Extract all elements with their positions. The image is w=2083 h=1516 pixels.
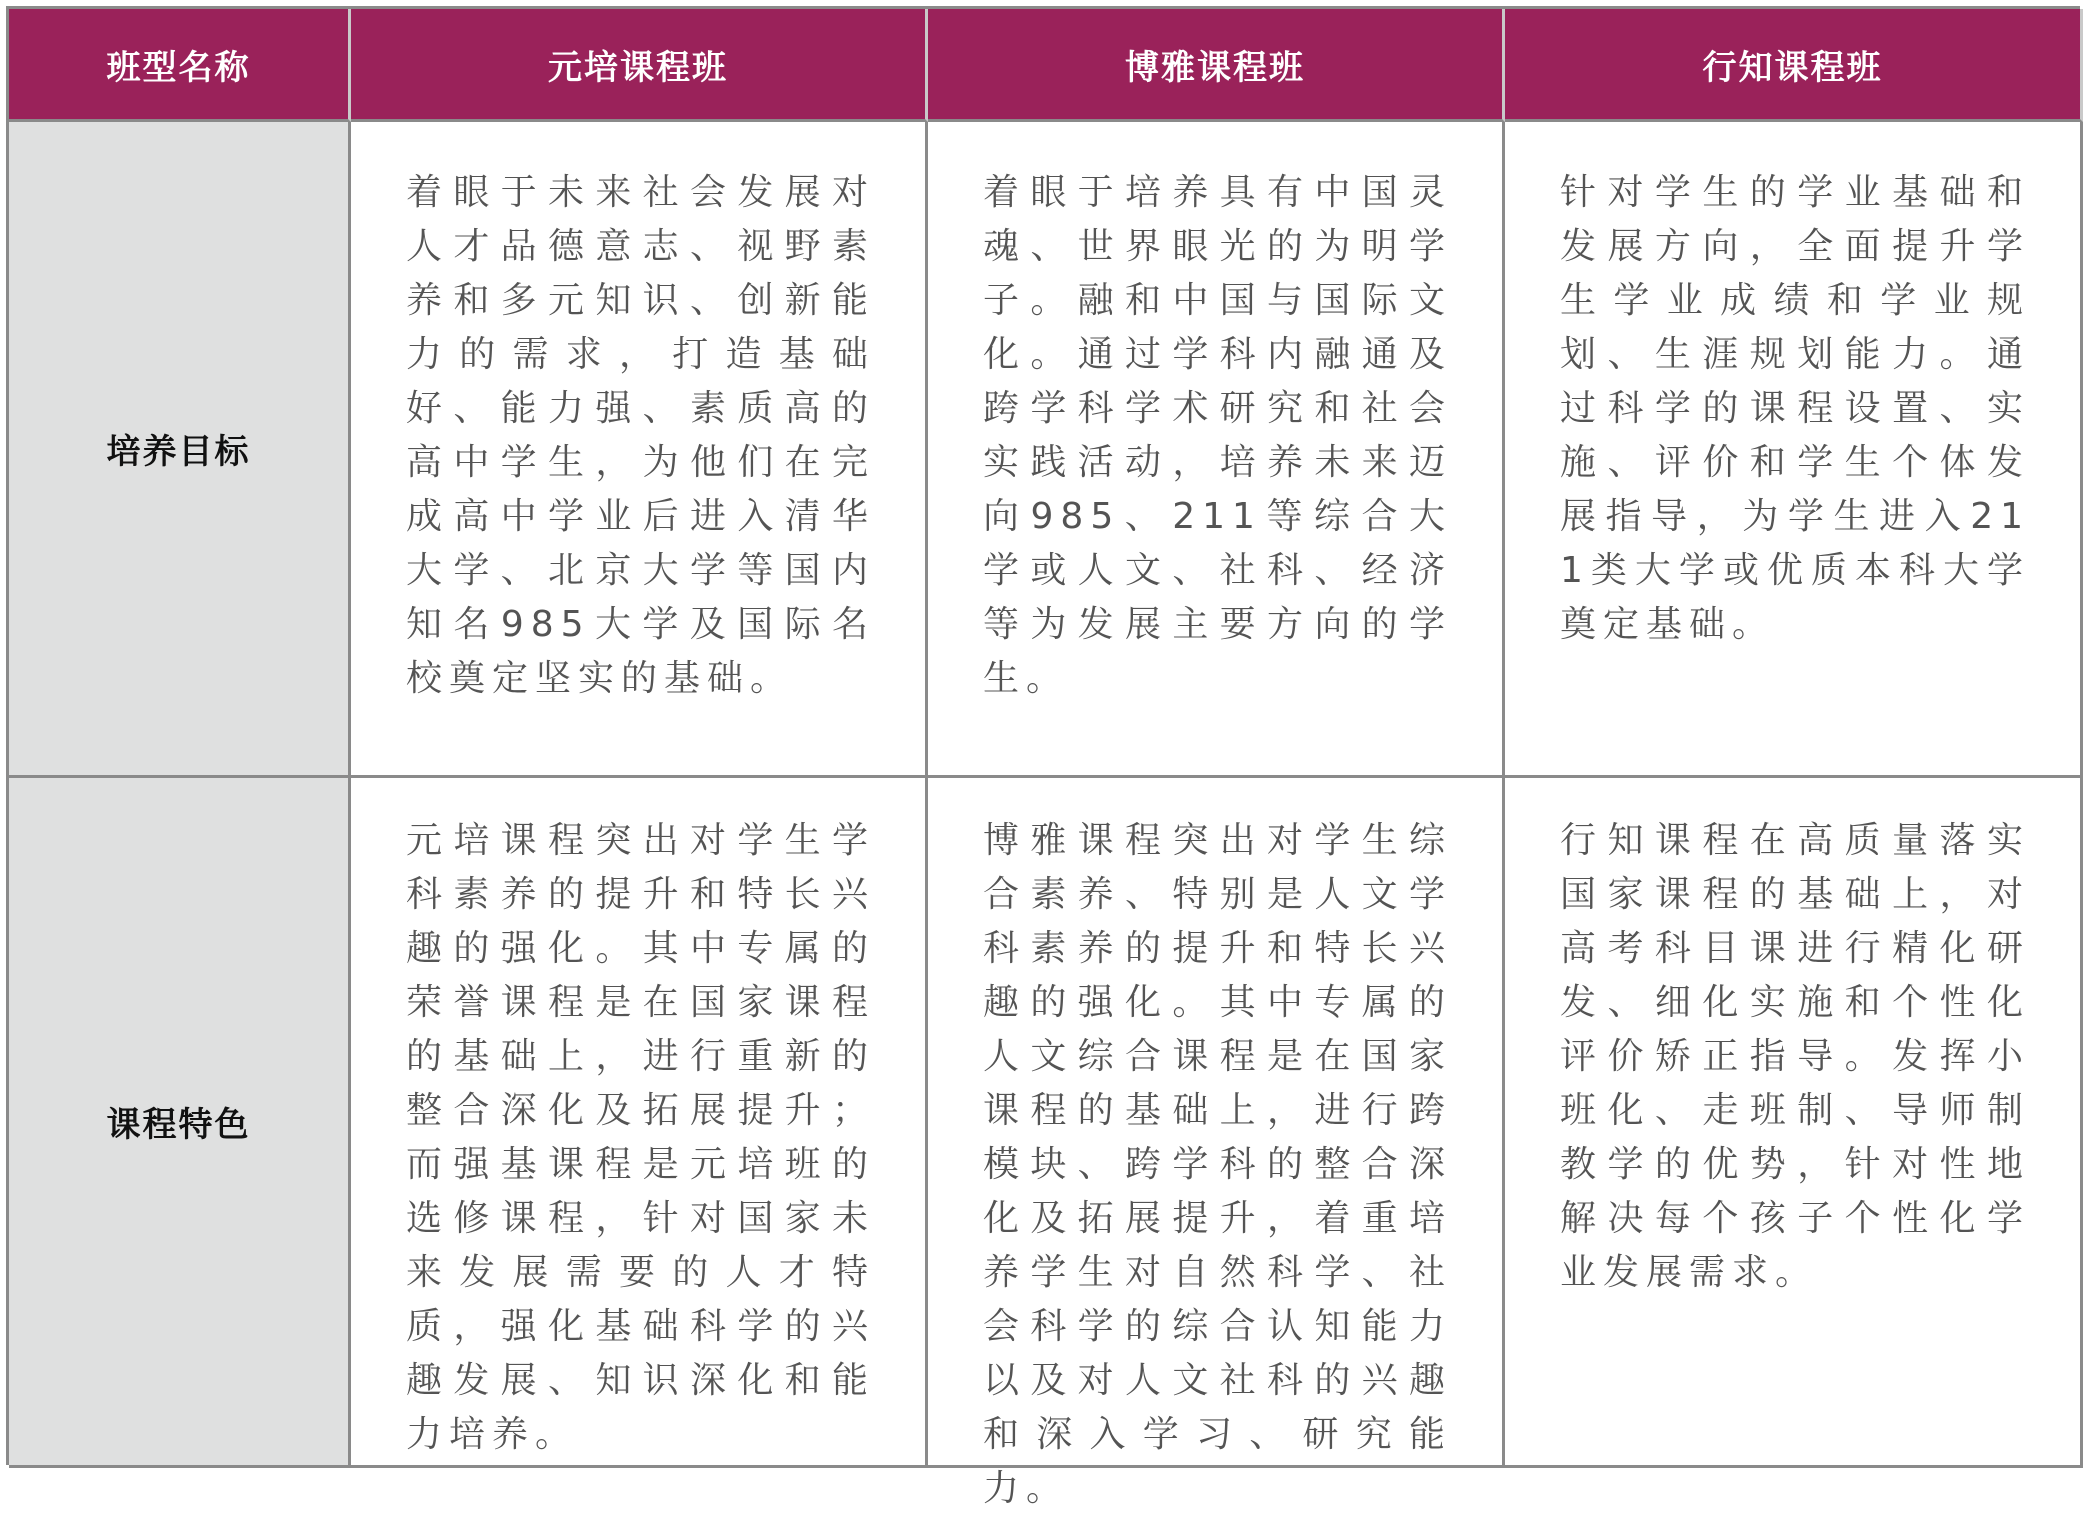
row-label-training-goals: 培养目标 [9, 122, 351, 778]
table-cell [1505, 778, 2083, 1468]
cell-text-yuanpei-goals: 着眼于未来社会发展对人才品德意志、视野素养和多元知识、创新能力的需求，打造基础好、能力强、素质高的高中学生，为他们在完成高中学业后进入清华大学、北京大学等国内知名985大学及国际名校奠定坚实的基础。 [406, 172, 875, 699]
cell-text-boya-features: 博雅课程突出对学生综合素养、特别是人文学科素养的提升和特长兴趣的强化。其中专属的人文综合课程是在国家课程的基础上，进行跨模块、跨学科的整合深化及拓展提升，着重培养学生对自然科学、社会科学的综合认知能力以及对人文社科的兴趣和深入学习、研究能力。 [983, 820, 1452, 1509]
header-boya-class: 博雅课程班 [928, 9, 1505, 122]
header-xingzhi-class: 行知课程班 [1505, 9, 2083, 122]
row-label-course-features: 课程特色 [9, 778, 351, 1468]
table-cell [928, 778, 1505, 1509]
table-cell [351, 778, 928, 1468]
header-yuanpei-class: 元培课程班 [351, 9, 928, 122]
table-cell [928, 122, 1505, 778]
class-comparison-table [6, 6, 2080, 1509]
cell-text-boya-goals: 着眼于培养具有中国灵魂、世界眼光的为明学子。融和中国与国际文化。通过学科内融通及跨学科学术研究和社会实践活动，培养未来迈向985、211等综合大学或人文、社科、经济等为发展主要方向的学生。 [983, 172, 1452, 699]
table-cell [1505, 122, 2083, 778]
cell-text-xingzhi-goals: 针对学生的学业基础和发展方向，全面提升学生学业成绩和学业规划、生涯规划能力。通过科学的课程设置、实施、评价和学生个体发展指导，为学生进入211类大学或优质本科大学奠定基础。 [1560, 172, 2030, 645]
header-class-type-name: 班型名称 [9, 9, 351, 122]
cell-text-yuanpei-features: 元培课程突出对学生学科素养的提升和特长兴趣的强化。其中专属的荣誉课程是在国家课程的基础上，进行重新的整合深化及拓展提升；而强基课程是元培班的选修课程，针对国家未来发展需要的人才特质，强化基础科学的兴趣发展、知识深化和能力培养。 [406, 820, 875, 1455]
table-cell [351, 122, 928, 778]
cell-text-xingzhi-features: 行知课程在高质量落实国家课程的基础上，对高考科目课进行精化研发、细化实施和个性化评价矫正指导。发挥小班化、走班制、导师制教学的优势，针对性地解决每个孩子个性化学业发展需求。 [1560, 820, 2030, 1293]
